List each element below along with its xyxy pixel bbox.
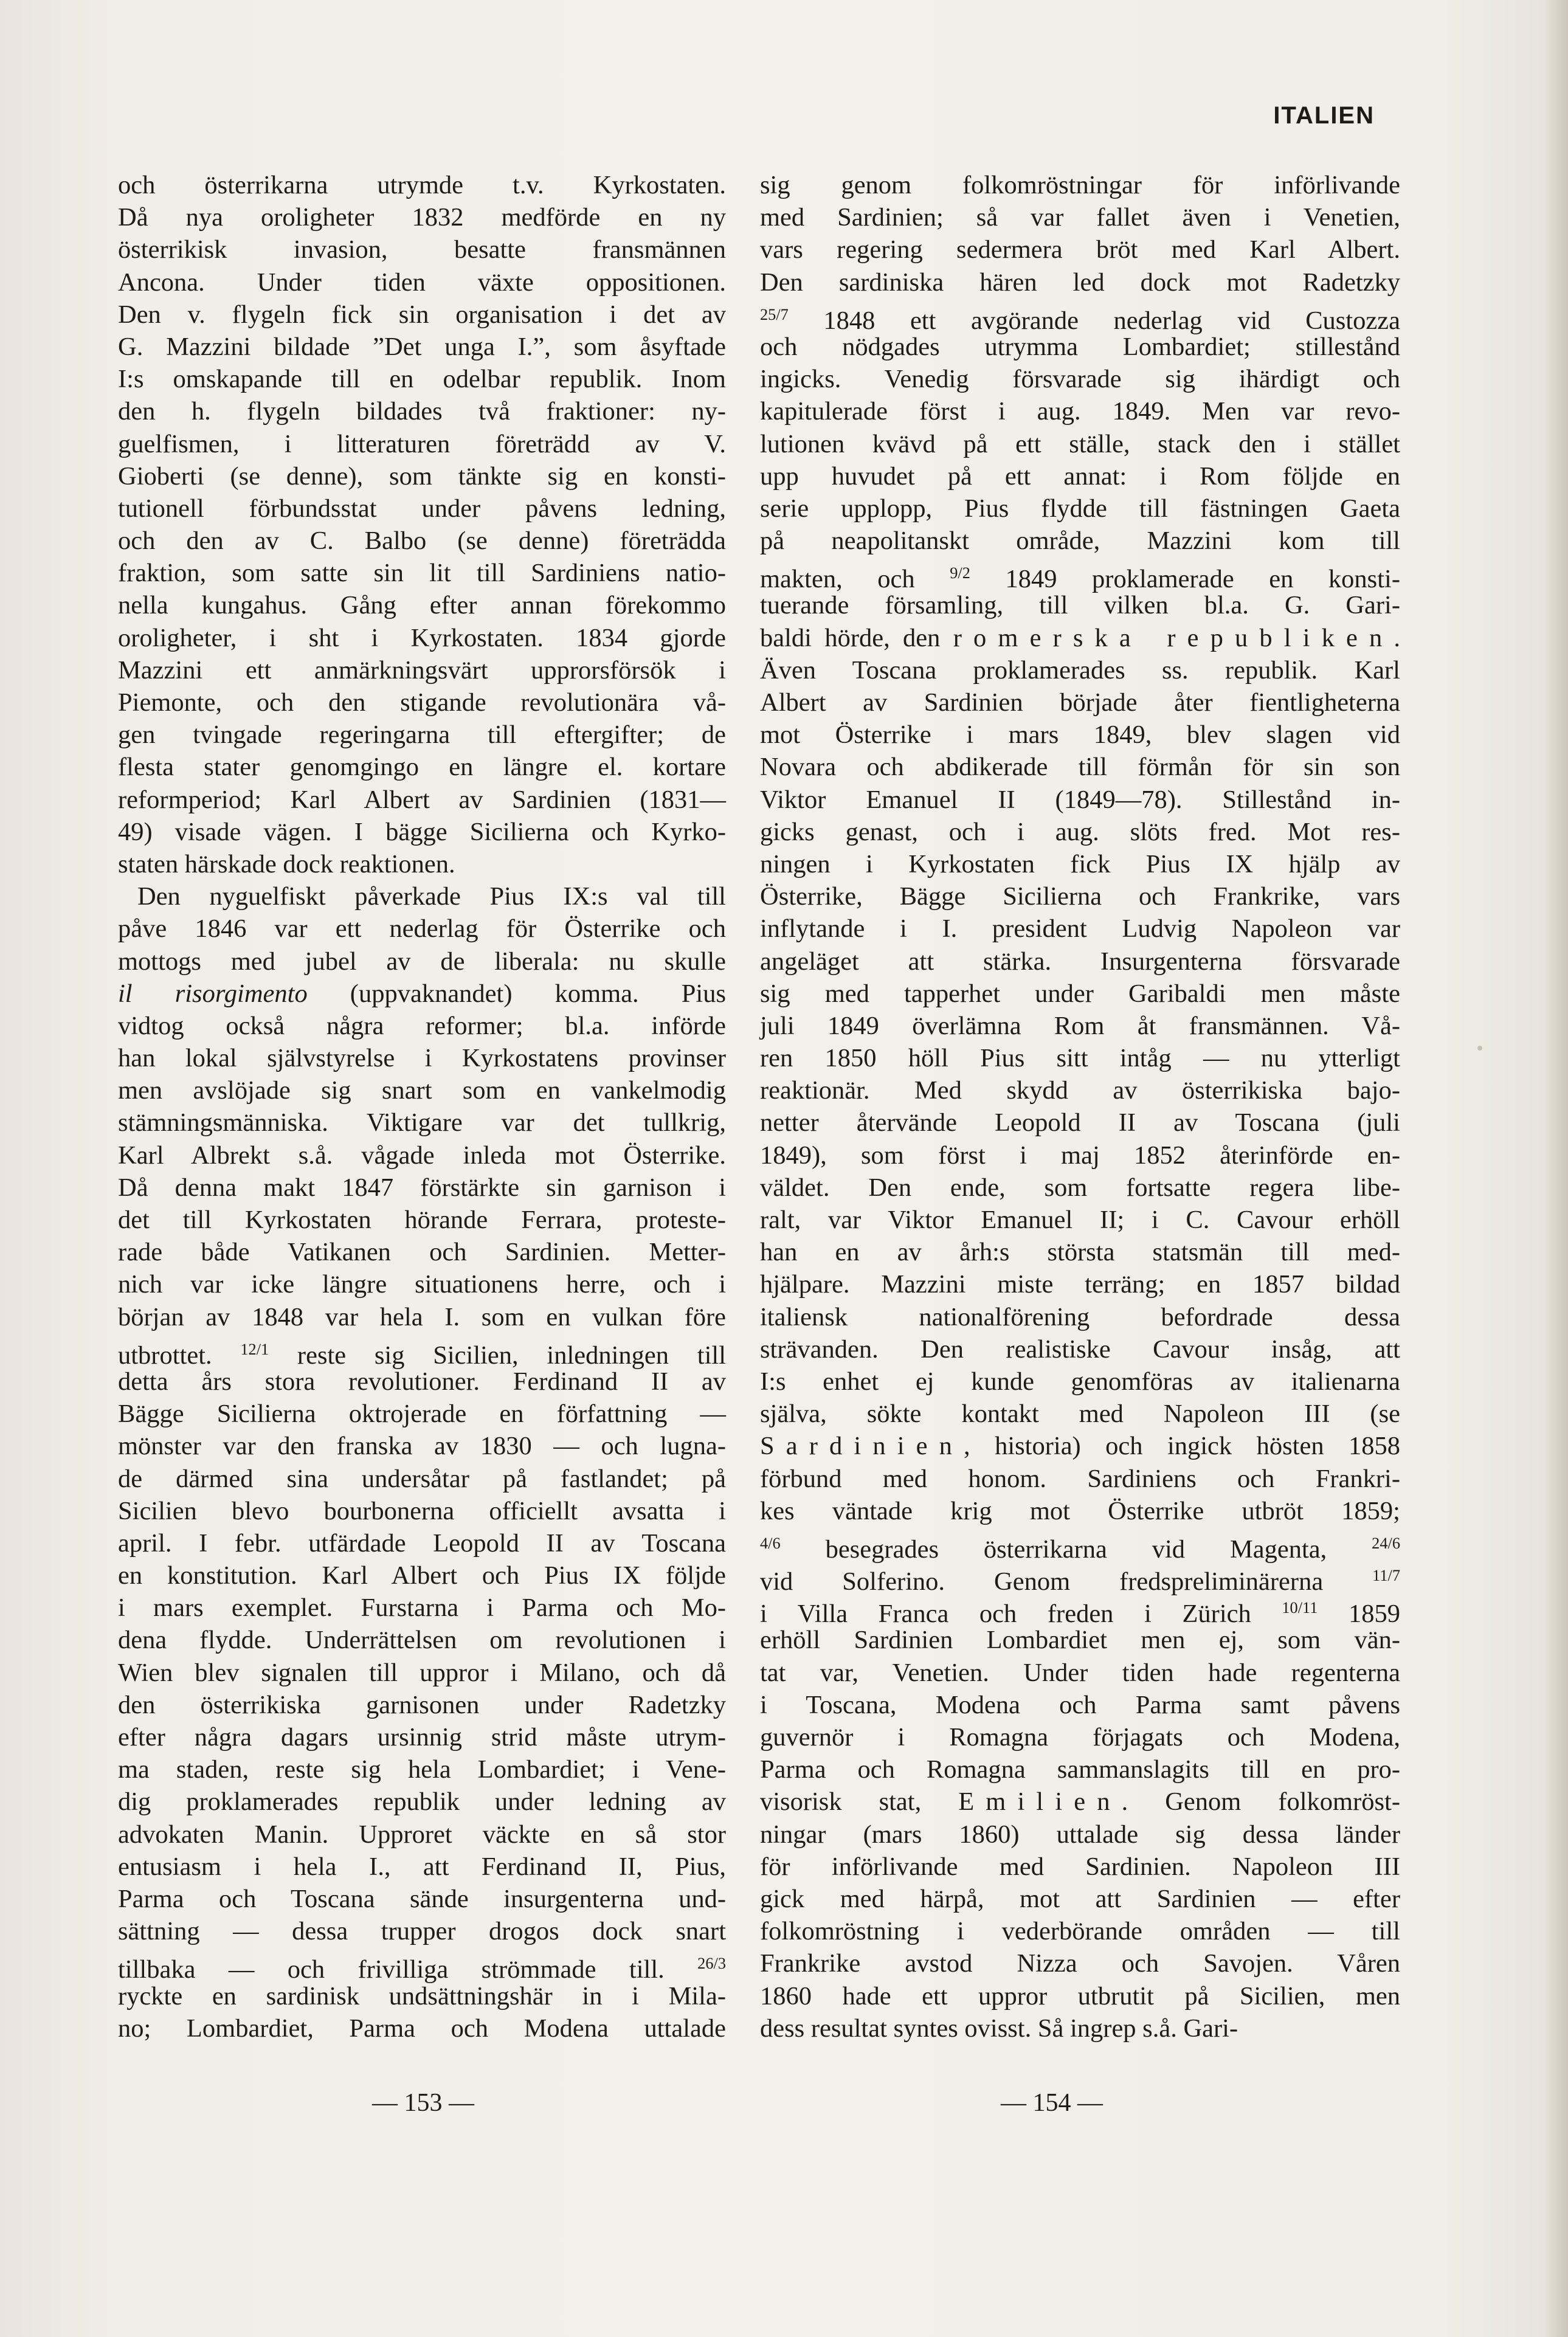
- text-run: . Genom folkomröst-: [1121, 1787, 1400, 1817]
- text-line: [760, 1559, 1400, 1597]
- text-line: [760, 1430, 1400, 1462]
- text-line: i mars exemplet. Furstarna i Parma och Mo-: [118, 1593, 726, 1623]
- text-line: staten härskade dock reaktionen.: [118, 849, 455, 879]
- text-line: angeläget att stärka. Insurgenterna försvarade: [760, 947, 1400, 976]
- text-line: [118, 1947, 726, 1984]
- date-fraction: 9/2: [950, 564, 970, 582]
- text-line: [760, 557, 1400, 594]
- text-line: Viktor Emanuel II (1849—78). Stillestånd in-: [760, 785, 1400, 814]
- date-fraction: 12/1: [240, 1340, 269, 1358]
- paper-speck: [1477, 1046, 1482, 1051]
- text-run: reste sig Sicilien, inledningen till: [269, 1341, 726, 1370]
- text-line: Parma och Romagna sammanslagits till en pro-: [760, 1755, 1400, 1784]
- page-number-left: — 153 —: [372, 2089, 474, 2117]
- text-line: hjälpare. Mazzini miste terräng; en 1857 bildad: [760, 1270, 1400, 1299]
- text-line: början av 1848 var hela I. som en vulkan före: [118, 1302, 726, 1331]
- text-line: serie upplopp, Pius flydde till fästningen Gaeta: [760, 494, 1400, 523]
- text-line: Albert av Sardinien började åter fientligheterna: [760, 688, 1400, 717]
- text-line: den h. flygeln bildades två fraktioner: ny-: [118, 397, 726, 426]
- text-run: visorisk stat,: [760, 1787, 959, 1817]
- text-line: rade både Vatikanen och Sardinien. Metter-: [118, 1238, 726, 1267]
- text-run: baldi hörde, den: [760, 623, 953, 652]
- text-line: strävanden. Den realistiske Cavour insåg, att: [760, 1334, 1400, 1364]
- text-line: Parma och Toscana sände insurgenterna und-: [118, 1884, 726, 1913]
- text-line: guelfismen, i litteraturen företrädd av V.: [118, 429, 726, 458]
- text-line: ryckte en sardinisk undsättningshär in i Mila-: [118, 1981, 726, 2011]
- text-line: Österrike, Bägge Sicilierna och Frankrike, vars: [760, 882, 1400, 911]
- text-line: ingicks. Venedig försvarade sig ihärdigt och: [760, 365, 1400, 394]
- text-line: tuerande församling, till vilken bl.a. G. Gari-: [760, 591, 1400, 620]
- text-line: Bägge Sicilierna oktrojerade en författning —: [118, 1400, 726, 1429]
- text-line: [760, 299, 1400, 335]
- text-line: Sicilien blevo bourbonerna officiellt avsatta i: [118, 1496, 726, 1525]
- text-line: Frankrike avstod Nizza och Savojen. Våren: [760, 1949, 1400, 1978]
- text-line: fraktion, som satte sin lit till Sardiniens natio-: [118, 559, 726, 588]
- text-line: ren 1850 höll Pius sitt intåg — nu ytterligt: [760, 1044, 1400, 1073]
- text-line: han en av årh:s största statsmän till med-: [760, 1238, 1400, 1267]
- text-line: sig med tapperhet under Garibaldi men måste: [760, 979, 1400, 1008]
- spaced-term: romerska republiken: [953, 623, 1394, 652]
- text-line: folkomröstning i vederbörande områden — till: [760, 1917, 1400, 1946]
- text-line: italiensk nationalförening befordrade dessa: [760, 1302, 1400, 1331]
- text-line: Gioberti (se denne), som tänkte sig en konsti-: [118, 461, 726, 491]
- text-run: besegrades österrikarna vid Magenta,: [780, 1535, 1372, 1564]
- text-line: Då nya oroligheter 1832 medförde en ny: [118, 203, 726, 232]
- text-line: [118, 1333, 726, 1370]
- text-line: 1860 hade ett uppror utbrutit på Sicilien, men: [760, 1981, 1400, 2011]
- text-line: österrikisk invasion, besatte fransmännen: [118, 235, 726, 264]
- text-line: kes väntade krig mot Österrike utbröt 1859;: [760, 1496, 1400, 1525]
- text-line: mottogs med jubel av de liberala: nu skulle: [118, 947, 726, 976]
- text-line: han lokal självstyrelse i Kyrkostatens provinser: [118, 1044, 726, 1073]
- text-line: väldet. Den ende, som fortsatte regera libe-: [760, 1173, 1400, 1202]
- text-run: , historia) och ingick hösten 1858: [964, 1432, 1400, 1461]
- text-line: oroligheter, i sht i Kyrkostaten. 1834 gjorde: [118, 623, 726, 652]
- text-line: ma staden, reste sig hela Lombardiet; i Vene-: [118, 1755, 726, 1784]
- text-line: nella kungahus. Gång efter annan förekommo: [118, 591, 726, 620]
- text-line: reformperiod; Karl Albert av Sardinien (1831—: [118, 785, 726, 814]
- date-fraction: 10/11: [1282, 1599, 1318, 1617]
- text-run: (uppvaknandet) komma. Pius: [307, 979, 726, 1008]
- italic-term: il risorgimento: [118, 979, 308, 1008]
- text-run: i Villa Franca och freden i Zürich: [760, 1600, 1282, 1629]
- text-line: Den sardiniska hären led dock mot Radetzky: [760, 268, 1400, 297]
- text-line: mönster var den franska av 1830 — och lugna-: [118, 1432, 726, 1461]
- date-fraction: 26/3: [697, 1955, 726, 1973]
- page-edge-shadow: [1544, 0, 1568, 2337]
- text-line: Den nyguelfiskt påverkade Pius IX:s val till: [137, 882, 726, 911]
- text-run: 1859: [1318, 1600, 1400, 1629]
- text-line: Piemonte, och den stigande revolutionära vå-: [118, 688, 726, 717]
- text-line: vars regering sedermera bröt med Karl Albert.: [760, 235, 1400, 264]
- text-line: netter återvände Leopold II av Toscana (juli: [760, 1108, 1400, 1137]
- text-line: [760, 622, 1400, 654]
- text-line: vidtog också några reformer; bl.a. införde: [118, 1011, 726, 1040]
- date-fraction: 11/7: [1372, 1567, 1400, 1585]
- text-line: april. I febr. utfärdade Leopold II av Toscana: [118, 1528, 726, 1558]
- text-line: I:s omskapande till en odelbar republik. Inom: [118, 365, 726, 394]
- text-line: reaktionär. Med skydd av österrikiska bajo-: [760, 1076, 1400, 1105]
- text-line: mot Österrike i mars 1849, blev slagen vid: [760, 720, 1400, 750]
- text-line: Ancona. Under tiden växte oppositionen.: [118, 268, 726, 297]
- text-line: ralt, var Viktor Emanuel II; i C. Cavour erhöll: [760, 1206, 1400, 1234]
- text-line: själva, sökte kontakt med Napoleon III (se: [760, 1400, 1400, 1429]
- text-run: 1849 proklamerade en konsti-: [970, 565, 1400, 594]
- text-line: på neapolitanskt område, Mazzini kom till: [760, 526, 1400, 556]
- text-line: advokaten Manin. Upproret väckte en så stor: [118, 1820, 726, 1849]
- text-run: .: [1394, 623, 1400, 652]
- text-line: efter några dagars ursinnig strid måste utrym-: [118, 1723, 726, 1752]
- running-header: ITALIEN: [1273, 102, 1375, 129]
- text-line: ningar (mars 1860) uttalade sig dessa länder: [760, 1820, 1400, 1849]
- spaced-term: Emilien: [958, 1787, 1122, 1817]
- text-line: [760, 1592, 1400, 1629]
- text-line: med Sardinien; så var fallet även i Venetien,: [760, 203, 1400, 232]
- text-line: sig genom folkomröstningar för införlivande: [760, 171, 1400, 199]
- text-line: gick med härpå, mot att Sardinien — efter: [760, 1884, 1400, 1913]
- right-column: [760, 169, 1400, 2045]
- text-line: Då denna makt 1847 förstärkte sin garnison i: [118, 1173, 726, 1202]
- text-line: guvernör i Romagna förjagats och Modena,: [760, 1723, 1400, 1752]
- text-line: förbund med honom. Sardiniens och Frankri-: [760, 1464, 1400, 1493]
- text-run: vid Solferino. Genom fredspreliminärerna: [760, 1567, 1373, 1597]
- date-fraction: 4/6: [760, 1534, 781, 1552]
- text-line: [760, 1527, 1400, 1564]
- text-line: nich var icke längre situationens herre, och i: [118, 1270, 726, 1299]
- text-line: [760, 1786, 1400, 1818]
- text-line: dena flydde. Underrättelsen om revolutionen i: [118, 1626, 726, 1655]
- text-line: i Toscana, Modena och Parma samt påvens: [760, 1690, 1400, 1719]
- text-line: men avslöjade sig snart som en vankelmodig: [118, 1076, 726, 1105]
- text-line: G. Mazzini bildade ”Det unga I.”, som åsyftade: [118, 332, 726, 361]
- text-line: dig proklamerades republik under ledning av: [118, 1787, 726, 1817]
- spaced-term: Sardinien: [760, 1432, 964, 1461]
- text-line: dess resultat syntes ovisst. Så ingrep s.å. Gari-: [760, 2014, 1238, 2043]
- page-number-right: — 154 —: [1001, 2089, 1103, 2117]
- text-line: Novara och abdikerade till förmån för sin son: [760, 753, 1400, 782]
- date-fraction: 25/7: [760, 305, 789, 323]
- text-line: lutionen kvävd på ett ställe, stack den i stället: [760, 429, 1400, 458]
- text-line: [118, 978, 726, 1010]
- text-line: tat var, Venetien. Under tiden hade regenterna: [760, 1658, 1400, 1687]
- text-line: no; Lombardiet, Parma och Modena uttalade: [118, 2014, 726, 2043]
- text-line: tutionell förbundsstat under påvens ledning,: [118, 494, 726, 523]
- text-line: gicks genast, och i aug. slöts fred. Mot res-: [760, 817, 1400, 846]
- text-line: erhöll Sardinien Lombardiet men ej, som vän-: [760, 1626, 1400, 1655]
- text-line: Mazzini ett anmärkningsvärt upprorsförsök i: [118, 655, 726, 685]
- text-line: och österrikarna utrymde t.v. Kyrkostaten.: [118, 171, 726, 199]
- text-line: 1849), som först i maj 1852 återinförde en-: [760, 1141, 1400, 1170]
- text-line: flesta stater genomgingo en längre el. kortare: [118, 753, 726, 782]
- text-line: entusiasm i hela I., att Ferdinand II, Pius,: [118, 1852, 726, 1881]
- date-fraction: 24/6: [1372, 1534, 1400, 1552]
- text-line: upp huvudet på ett annat: i Rom följde en: [760, 461, 1400, 491]
- text-line: det till Kyrkostaten hörande Ferrara, proteste-: [118, 1206, 726, 1234]
- text-line: för införlivande med Sardinien. Napoleon III: [760, 1852, 1400, 1881]
- text-line: de därmed sina undersåtar på fastlandet; på: [118, 1464, 726, 1493]
- text-line: en konstitution. Karl Albert och Pius IX följde: [118, 1561, 726, 1590]
- text-line: påve 1846 var ett nederlag för Österrike och: [118, 914, 726, 944]
- text-line: Karl Albrekt s.å. vågade inleda mot Österrike.: [118, 1141, 726, 1170]
- text-line: stämningsmänniska. Viktigare var det tullkrig,: [118, 1108, 726, 1137]
- text-line: ningen i Kyrkostaten fick Pius IX hjälp av: [760, 849, 1400, 879]
- text-line: Den v. flygeln fick sin organisation i det av: [118, 300, 726, 329]
- text-line: Wien blev signalen till uppror i Milano, och då: [118, 1658, 726, 1687]
- text-line: sättning — dessa trupper drogos dock snart: [118, 1917, 726, 1946]
- text-run: makten, och: [760, 565, 950, 594]
- text-line: 49) visade vägen. I bägge Sicilierna och Kyrko-: [118, 817, 726, 846]
- text-run: utbrottet.: [118, 1341, 241, 1370]
- text-line: Även Toscana proklamerades ss. republik. Karl: [760, 655, 1400, 685]
- text-line: inflytande i I. president Ludvig Napoleon var: [760, 914, 1400, 944]
- text-line: juli 1849 överlämna Rom åt fransmännen. Vå-: [760, 1011, 1400, 1040]
- text-run: tillbaka — och frivilliga strömmade till.: [118, 1955, 698, 1984]
- text-line: I:s enhet ej kunde genomföras av italienarna: [760, 1367, 1400, 1396]
- left-column: [118, 169, 726, 2045]
- text-line: gen tvingade regeringarna till eftergifter; de: [118, 720, 726, 750]
- text-line: och nödgades utrymma Lombardiet; stillestånd: [760, 332, 1400, 361]
- text-line: kapitulerade först i aug. 1849. Men var revo-: [760, 397, 1400, 426]
- text-line: och den av C. Balbo (se denne) företrädda: [118, 526, 726, 556]
- text-line: den österrikiska garnisonen under Radetzky: [118, 1690, 726, 1719]
- text-line: detta års stora revolutioner. Ferdinand II av: [118, 1367, 726, 1396]
- text-run: 1848 ett avgörande nederlag vid Custozza: [788, 306, 1400, 335]
